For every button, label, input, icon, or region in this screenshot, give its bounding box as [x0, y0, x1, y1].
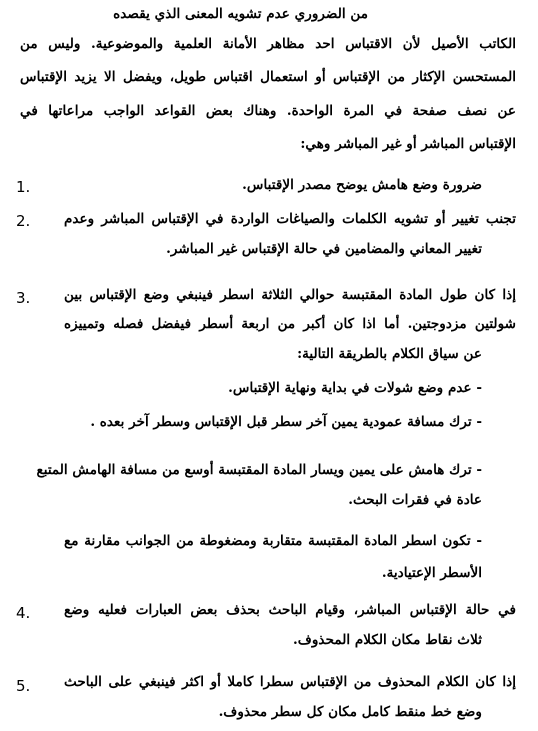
- item-4-line-2: ثلاث نقاط مكان الكلام المحذوف.: [293, 632, 482, 648]
- intro-line-3: المستحسن الإكثار من الإقتباس أو استعمال اقتباس طويل، ويفضل الا يزيد الإقتباس: [20, 69, 516, 85]
- item-3-line-2: شولتين مزدوجتين. أما اذا كان أكبر من اربعة أسطر فيفضل فصله وتمييزه: [64, 316, 516, 332]
- item-4-line-1: في حالة الإقتباس المباشر، وقيام الباحث بحذف بعض العبارات فعليه وضع: [64, 602, 516, 618]
- sub-item-4-line-2: الأسطر الإعتيادية.: [381, 565, 482, 581]
- item-number-2: 2.: [16, 212, 31, 230]
- item-number-5: 5.: [16, 677, 31, 695]
- sub-item-1-line-1: - عدم وضع شولات في بداية ونهاية الإقتباس.: [228, 380, 482, 396]
- intro-line-5: الإقتباس المباشر أو غير المباشر وهي:: [300, 136, 516, 152]
- item-2-line-1: تجنب تغيير أو تشويه الكلمات والصياغات الواردة في الإقتباس المباشر وعدم: [64, 211, 516, 227]
- item-number-4: 4.: [16, 604, 31, 622]
- item-3-line-1: إذا كان طول المادة المقتبسة حوالي الثلاثة اسطر فينبغي وضع الإقتباس بين: [64, 287, 516, 303]
- item-3-line-3: عن سياق الكلام بالطريقة التالية:: [297, 346, 482, 362]
- intro-line-1: من الضروري عدم تشويه المعنى الذي يقصده: [113, 6, 368, 22]
- intro-line-4: عن نصف صفحة في المرة الواحدة. وهناك بعض القواعد الواجب مراعاتها في: [20, 103, 516, 119]
- item-number-3: 3.: [16, 289, 31, 307]
- item-1-line-1: ضرورة وضع هامش يوضح مصدر الإقتباس.: [242, 177, 482, 193]
- sub-item-4-line-1: - تكون اسطر المادة المقتبسة متقاربة ومضغوطة من الجوانب مقارنة مع: [64, 533, 482, 549]
- intro-line-2: الكاتب الأصيل لأن الاقتباس احد مظاهر الأمانة العلمية والموضوعية. وليس من: [20, 36, 516, 52]
- item-number-1: 1.: [16, 178, 31, 196]
- item-5-line-2: وضع خط منقط كامل مكان كل سطر محذوف.: [218, 704, 482, 720]
- item-2-line-2: تغيير المعاني والمضامين في حالة الإقتباس غير المباشر.: [166, 241, 482, 257]
- sub-item-3-line-2: عادة في فقرات البحث.: [348, 492, 482, 508]
- item-5-line-1: إذا كان الكلام المحذوف من الإقتباس سطرا كاملا أو اكثر فينبغي على الباحث: [64, 674, 516, 690]
- sub-item-2-line-1: - ترك مسافة عمودية يمين آخر سطر قبل الإقتباس وسطر آخر بعده .: [90, 414, 482, 430]
- sub-item-3-line-1: - ترك هامش على يمين ويسار المادة المقتبسة أوسع من مسافة الهامش المتبع: [36, 462, 482, 478]
